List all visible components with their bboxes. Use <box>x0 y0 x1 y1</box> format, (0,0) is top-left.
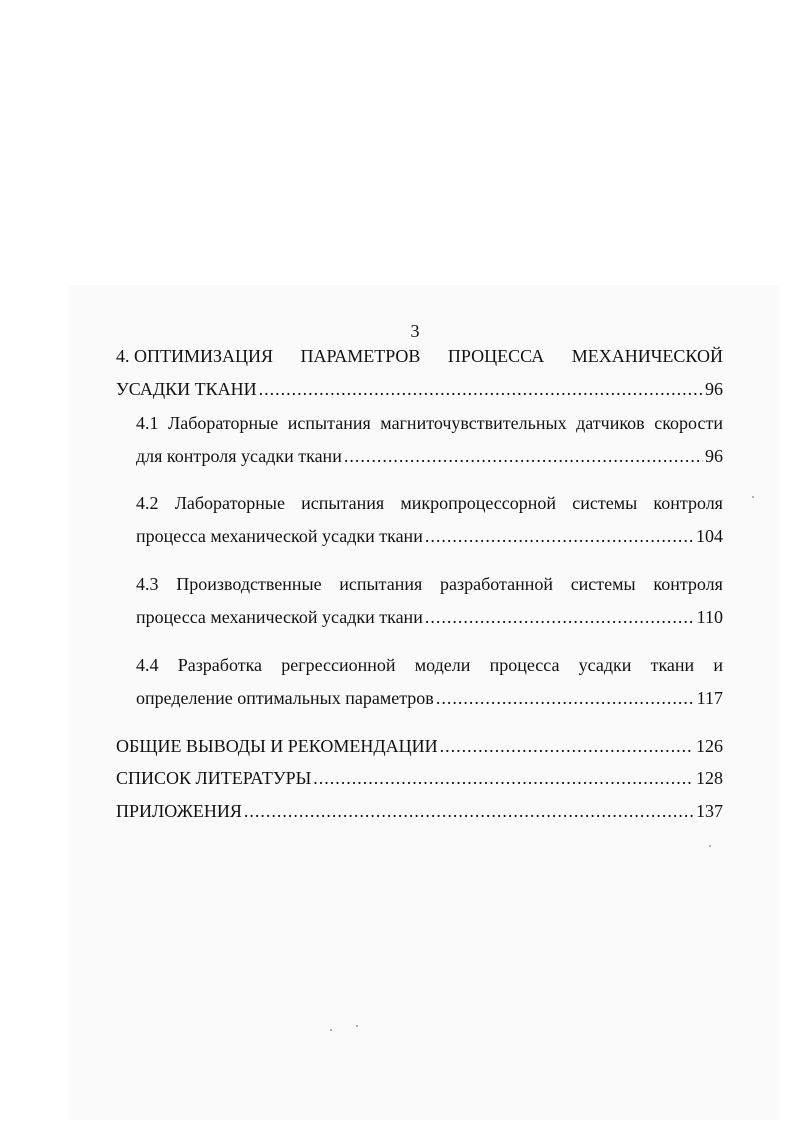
scan-speck <box>752 496 754 498</box>
toc-word: ПАРАМЕТРОВ <box>300 346 421 366</box>
toc-word: скорости <box>654 413 723 433</box>
toc-section-4-4-line1 <box>136 653 723 677</box>
toc-page-number: 126 <box>696 736 723 756</box>
toc-word: модели <box>414 655 471 675</box>
toc-word: датчиков <box>576 413 645 433</box>
toc-word: 4.2 <box>136 493 159 513</box>
toc-word: Разработка <box>177 655 263 675</box>
toc-word: регрессионной <box>281 655 396 675</box>
toc-page-number: 110 <box>696 607 723 627</box>
toc-entry-text: ПРИЛОЖЕНИЯ <box>116 801 242 821</box>
scan-speck <box>356 1025 358 1027</box>
toc-entry-text: процесса механической усадки ткани <box>136 526 423 546</box>
toc-word: усадки <box>578 655 632 675</box>
toc-word: разработанной <box>439 574 553 594</box>
toc-section-4-3-line1 <box>136 572 723 596</box>
toc-word: контроля <box>653 493 723 513</box>
toc-entry-text: ОБЩИЕ ВЫВОДЫ И РЕКОМЕНДАЦИИ <box>116 736 438 756</box>
toc-word: ПРОЦЕССА <box>447 346 545 366</box>
toc-entry-text: СПИСОК ЛИТЕРАТУРЫ <box>116 768 312 788</box>
toc-entry-appendices[interactable] <box>116 799 723 823</box>
toc-word: 4.4 <box>136 655 159 675</box>
toc-word: микропроцессорной <box>400 493 557 513</box>
toc-word: системы <box>570 574 636 594</box>
toc-entry-text: процесса механической усадки ткани <box>136 607 423 627</box>
toc-section-4-1-line1 <box>136 411 723 435</box>
toc-entry-section-4-4[interactable] <box>136 686 723 710</box>
toc-page-number: 117 <box>696 688 723 708</box>
toc-word: МЕХАНИЧЕСКОЙ <box>571 346 723 366</box>
dot-leader <box>344 444 703 468</box>
toc-entry-chapter-4[interactable] <box>116 377 723 401</box>
toc-section-4-2-line1 <box>136 491 723 515</box>
toc-word: испытания <box>287 413 371 433</box>
dot-leader <box>425 605 695 629</box>
toc-word: испытания <box>301 493 385 513</box>
toc-word: Лабораторные <box>168 413 279 433</box>
toc-entry-text: для контроля усадки ткани <box>136 446 342 466</box>
scan-speck <box>330 1029 332 1031</box>
scan-speck <box>709 845 711 847</box>
toc-word: процесса <box>489 655 560 675</box>
toc-word: и <box>713 655 723 675</box>
toc-entry-text: определение оптимальных параметров <box>136 688 434 708</box>
toc-word: контроля <box>653 574 723 594</box>
toc-entry-section-4-2[interactable] <box>136 524 723 548</box>
toc-word: 4.1 <box>136 413 159 433</box>
toc-word: ткани <box>650 655 695 675</box>
dot-leader <box>436 686 695 710</box>
toc-entry-section-4-3[interactable] <box>136 605 723 629</box>
toc-word: Производственные <box>176 574 322 594</box>
dot-leader <box>313 766 694 790</box>
toc-word: магниточувствительных <box>380 413 567 433</box>
toc-word: системы <box>572 493 638 513</box>
toc-page-number: 137 <box>696 801 723 821</box>
toc-page-number: 104 <box>696 526 723 546</box>
toc-page-number: 128 <box>696 768 723 788</box>
toc-entry-section-4-1[interactable] <box>136 444 723 468</box>
toc-entry-conclusions[interactable] <box>116 734 723 758</box>
toc-entry-text: УСАДКИ ТКАНИ <box>116 379 257 399</box>
toc-word: 4. ОПТИМИЗАЦИЯ <box>116 346 274 366</box>
toc-entry-references[interactable] <box>116 766 723 790</box>
dot-leader <box>440 734 694 758</box>
dot-leader <box>259 377 703 401</box>
toc-word: Лабораторные <box>174 493 285 513</box>
toc-word: 4.3 <box>136 574 159 594</box>
dot-leader <box>244 799 694 823</box>
toc-word: испытания <box>339 574 423 594</box>
toc-chapter-4-title-line1 <box>116 344 723 368</box>
page-number: 3 <box>410 321 420 341</box>
dot-leader <box>425 524 694 548</box>
toc-page-number: 96 <box>705 446 723 466</box>
toc-page-number: 96 <box>705 379 723 399</box>
